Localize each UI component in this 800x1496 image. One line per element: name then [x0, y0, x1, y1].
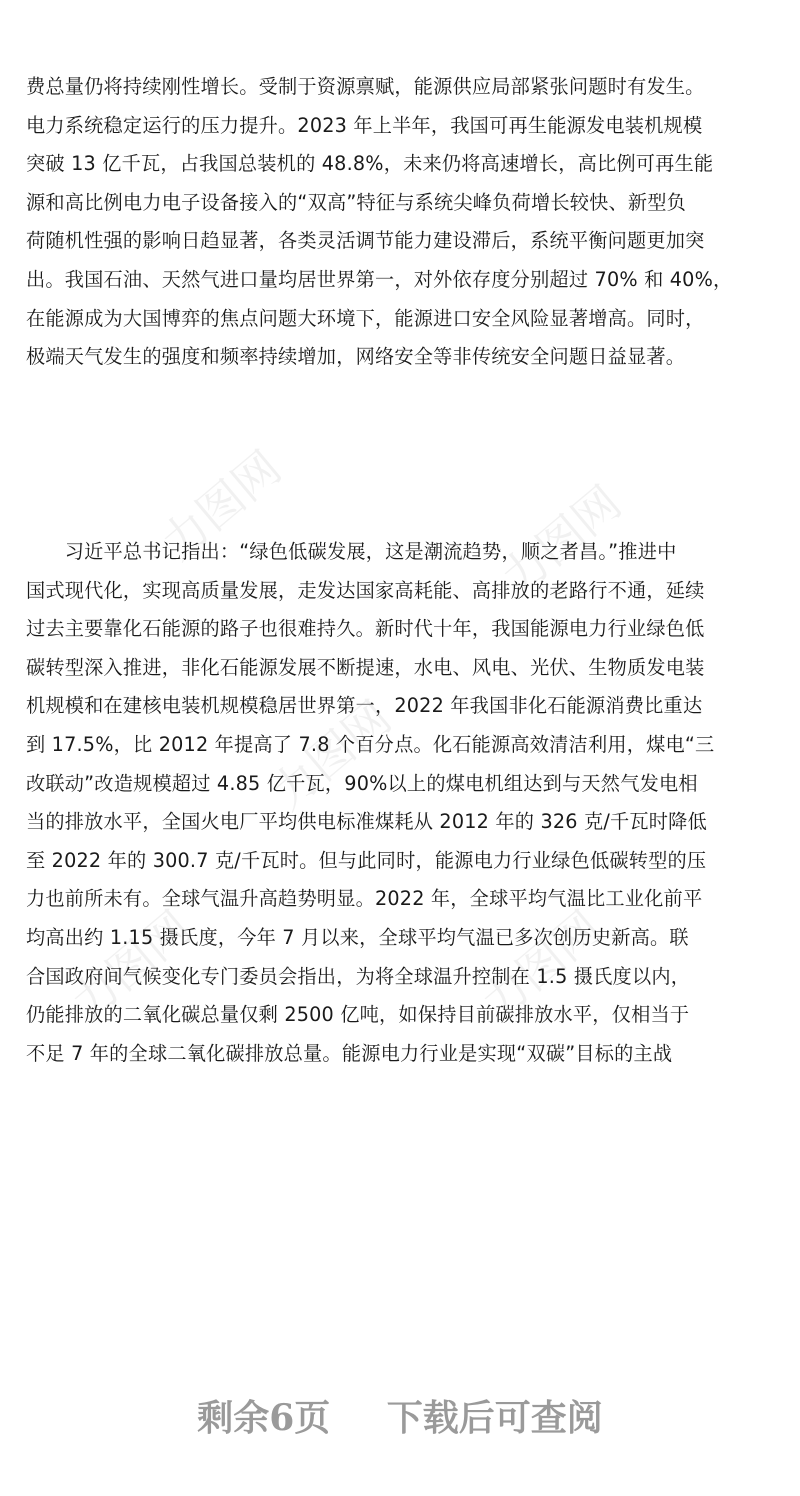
download-prompt[interactable]	[0, 1388, 800, 1448]
text-line: 突破 13 亿千瓦，占我国总装机的 48.8%，未来仍将高速增长，高比例可再生能	[26, 152, 714, 176]
text-line: 当的排放水平，全国火电厂平均供电标准煤耗从 2012 年的 326 克/千瓦时降低	[26, 810, 707, 834]
remaining-pages-label[interactable]: 剩余6页	[197, 1397, 331, 1439]
text-line: 仍能排放的二氧化碳总量仅剩 2500 亿吨，如保持目前碳排放水平，仅相当于	[26, 1003, 690, 1027]
watermark: 力图网	[260, 690, 402, 821]
download-to-view-link[interactable]: 下载后可查阅	[386, 1397, 603, 1439]
text-line: 到 17.5%，比 2012 年提高了 7.8 个百分点。化石能源高效清洁利用，煤电“三	[26, 732, 715, 756]
text-line: 在能源成为大国博弈的焦点问题大环境下，能源进口安全风险显著增高。同时，	[26, 306, 705, 330]
text-line: 碳转型深入推进，非化石能源发展不断提速，水电、风电、光伏、生物质发电装	[26, 655, 705, 679]
watermark: 力图网	[490, 475, 632, 606]
watermark: 力图网	[470, 900, 612, 1031]
text-line: 荷随机性强的影响日趋显著，各类灵活调节能力建设滞后，系统平衡问题更加突	[26, 229, 705, 253]
text-line: 机规模和在建核电装机规模稳居世界第一，2022 年我国非化石能源消费比重达	[26, 694, 703, 718]
text-line: 源和高比例电力电子设备接入的“双高”特征与系统尖峰负荷增长较快、新型负	[26, 190, 687, 214]
text-line: 改联动”改造规模超过 4.85 亿千瓦，90%以上的煤电机组达到与天然气发电相	[26, 771, 698, 795]
watermark: 力图网	[60, 900, 202, 1031]
paragraph	[26, 533, 776, 1073]
text-line: 电力系统稳定运行的压力提升。2023 年上半年，我国可再生能源发电装机规模	[26, 113, 703, 137]
text-line: 极端天气发生的强度和频率持续增加，网络安全等非传统安全问题日益显著。	[26, 345, 686, 369]
text-line: 不足 7 年的全球二氧化碳排放总量。能源电力行业是实现“双碳”目标的主战	[26, 1041, 673, 1065]
text-line: 过去主要靠化石能源的路子也很难持久。新时代十年，我国能源电力行业绿色低	[26, 617, 705, 641]
text-line: 均高出约 1.15 摄氏度，今年 7 月以来，全球平均气温已多次创历史新高。联	[26, 925, 689, 949]
text-line: 费总量仍将持续刚性增长。受制于资源禀赋，能源供应局部紧张问题时有发生。	[26, 75, 705, 98]
text-line: 出。我国石油、天然气进口量均居世界第一，对外依存度分别超过 70% 和 40%，	[26, 267, 733, 291]
text-line: 力也前所未有。全球气温升高趋势明显。2022 年，全球平均气温比工业化前平	[26, 887, 703, 911]
watermark: 力图网	[150, 440, 292, 571]
paragraph	[26, 68, 776, 377]
text-line: 至 2022 年的 300.7 克/千瓦时。但与此同时，能源电力行业绿色低碳转型的压	[26, 848, 707, 872]
text-line: 国式现代化，实现高质量发展，走发达国家高耗能、高排放的老路行不通，延续	[26, 578, 705, 602]
text-line: 合国政府间气候变化专门委员会指出，为将全球温升控制在 1.5 摄氏度以内，	[26, 964, 691, 988]
text-line: 习近平总书记指出：“绿色低碳发展，这是潮流趋势，顺之者昌。”推进中	[26, 540, 677, 563]
